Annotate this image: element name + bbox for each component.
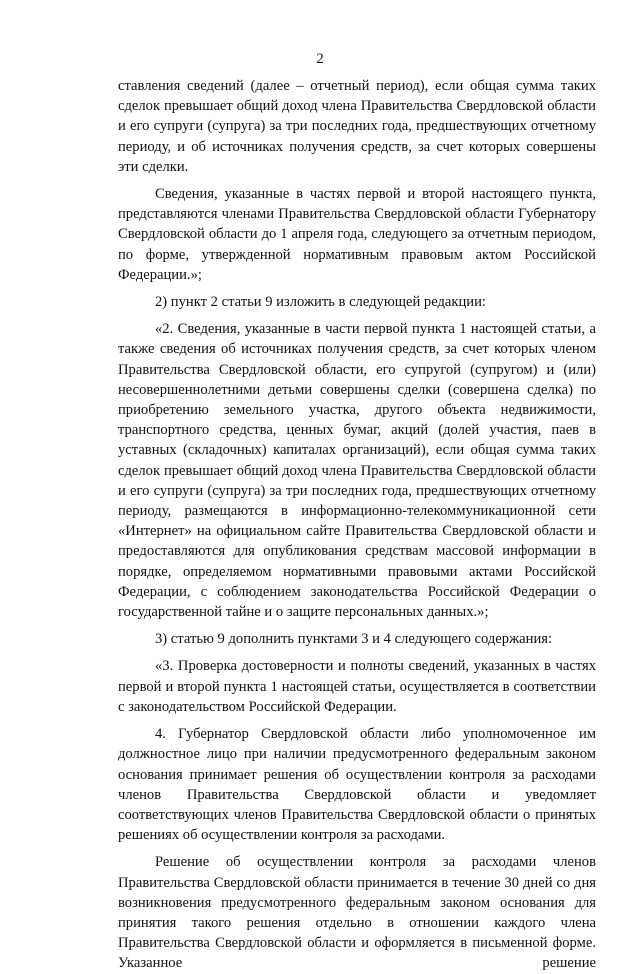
- paragraph-clause-3-text: «3. Проверка достоверности и полноты сведений, указанных в частях первой и второй пункта 1 настоящей статьи, осуществляется в соответствии с законодательством Российской Федерации.: [118, 658, 596, 715]
- paragraph-clause-2-text: «2. Сведения, указанные в части первой пункта 1 настоящей статьи, а также сведения об источниках получения средств, за счет которых членом Правительства Свердловской области, его супругой (супругом) и (или) несовершеннолетними детьми совершены сделки (совершена сделка) по приобретению земельного участка, другого объекта недвижимости, транспортного средства, ценных бумаг, акций (долей участия, паев в уставных (складочных) капиталах организаций), если общая сумма таких сделок превышает общий доход члена Правительства Свердловской области и его супруги (супруга) за три последних года, предшествующих отчетному периоду, размещаются в информационно-телекоммуникационной сети «Интернет» на официальном сайте Правительства Свердловской области и предоставляются для опубликования средствам массовой информации в порядке, определяемом нормативными правовыми актами Российской Федерации, с соблюдением законодательства Российской Федерации о государственной тайне и о защите персональных данных.»;: [118, 321, 596, 621]
- paragraph-submission-deadline: Сведения, указанные в частях первой и второй настоящего пункта, представляются членами Правительства Свердловской области Губернатору Свердловской области до 1 апреля года, следующего за отчетным периодом, по форме, утвержденной нормативным правовым актом Российской Федерации.»;: [118, 186, 596, 283]
- page-number: 2: [316, 51, 324, 67]
- paragraph-clause-4-text: 4. Губернатор Свердловской области либо уполномоченное им должностное лицо при наличии предусмотренного федеральным законом основания принимает решения об осуществлении контроля за расходами членов Правительства Свердловской области и уведомляет соответствующих членов Правительства Свердловской области о принятых решениях об осуществлении контроля за расходами.: [118, 726, 596, 844]
- document-body: [118, 76, 596, 974]
- paragraph-continuation: ставления сведений (далее – отчетный период), если общая сумма таких сделок превышает общий доход члена Правительства Свердловской области и его супруги (супруга) за три последних года, предшествующих отчетному периоду, и об источниках получения средств, за счет которых совершены эти сделки.: [118, 78, 596, 175]
- paragraph-amendment-2: 2) пункт 2 статьи 9 изложить в следующей редакции:: [155, 294, 486, 311]
- paragraph-control-decision: Решение об осуществлении контроля за расходами членов Правительства Свердловской области принимается в течение 30 дней со дня возникновения предусмотренного федеральным законом основания для принятия такого решения отдельно в отношении каждого члена Правительства Свердловской области и оформляется в письменной форме. Указанное решение: [118, 854, 596, 972]
- paragraph-amendment-3: 3) статью 9 дополнить пунктами 3 и 4 следующего содержания:: [155, 631, 553, 648]
